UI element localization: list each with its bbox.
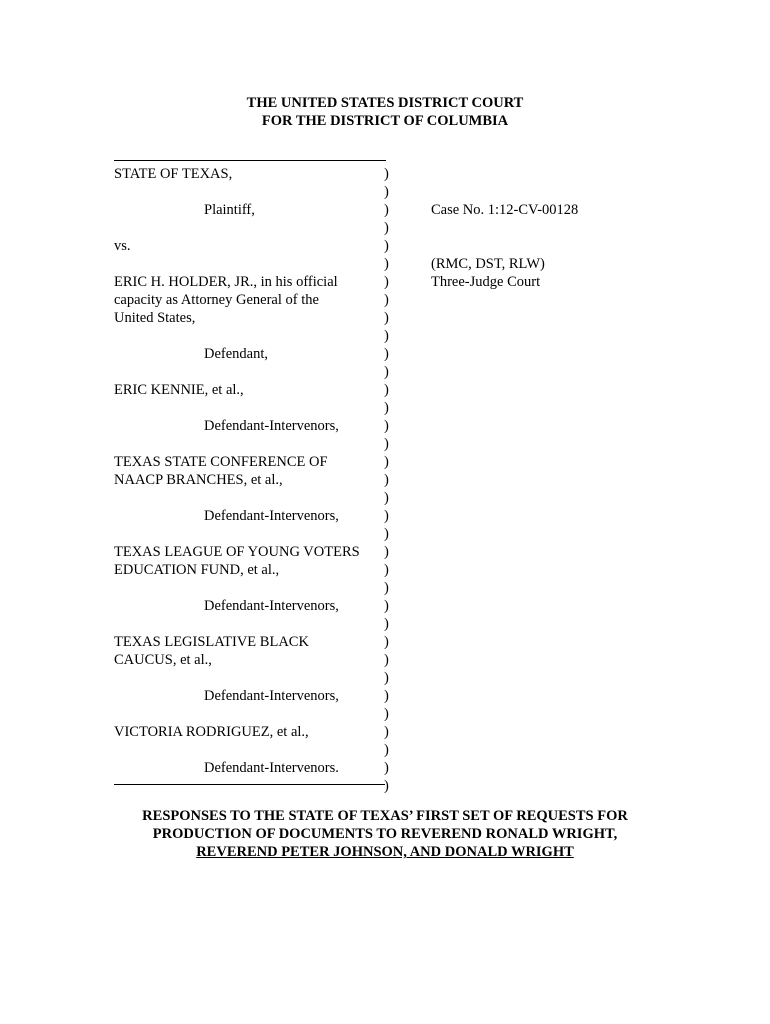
caption-line: Plaintiff, bbox=[204, 202, 255, 218]
caption-paren: ) bbox=[384, 760, 389, 776]
caption-paren: ) bbox=[384, 472, 389, 488]
caption-paren: ) bbox=[384, 670, 389, 686]
caption-paren: ) bbox=[384, 616, 389, 632]
caption-line: Defendant-Intervenors, bbox=[204, 508, 339, 524]
caption-paren: ) bbox=[384, 544, 389, 560]
caption-blank-line bbox=[114, 525, 384, 543]
caption-blank-line bbox=[114, 435, 384, 453]
caption-paren: ) bbox=[384, 418, 389, 434]
caption-paren: ) bbox=[384, 706, 389, 722]
caption-blank-line bbox=[114, 363, 384, 381]
caption-blank-line bbox=[114, 615, 384, 633]
caption-paren: ) bbox=[384, 742, 389, 758]
caption-paren: ) bbox=[384, 184, 389, 200]
caption-paren: ) bbox=[384, 166, 389, 182]
caption-line: CAUCUS, et al., bbox=[114, 652, 212, 668]
caption-paren: ) bbox=[384, 526, 389, 542]
caption-line: ERIC KENNIE, et al., bbox=[114, 382, 244, 398]
caption-blank-line bbox=[114, 741, 384, 759]
caption-blank-line bbox=[114, 327, 384, 345]
caption-paren: ) bbox=[384, 238, 389, 254]
caption-line: Defendant-Intervenors. bbox=[204, 760, 339, 776]
caption-paren: ) bbox=[384, 778, 389, 794]
caption-line: capacity as Attorney General of the bbox=[114, 292, 319, 308]
caption-line: ERIC H. HOLDER, JR., in his official bbox=[114, 274, 338, 290]
caption-paren: ) bbox=[384, 274, 389, 290]
caption-paren: ) bbox=[384, 580, 389, 596]
caption-paren: ) bbox=[384, 202, 389, 218]
caption-paren: ) bbox=[384, 652, 389, 668]
caption-blank-line bbox=[114, 219, 384, 237]
caption-line: vs. bbox=[114, 238, 131, 254]
court-district: FOR THE DISTRICT OF COLUMBIA bbox=[261, 113, 509, 129]
caption-paren: ) bbox=[384, 688, 389, 704]
caption-paren-column bbox=[384, 165, 396, 795]
caption-blank-line bbox=[114, 255, 384, 273]
caption-paren: ) bbox=[384, 328, 389, 344]
caption-paren: ) bbox=[384, 364, 389, 380]
caption-paren: ) bbox=[384, 454, 389, 470]
caption-line: Defendant-Intervenors, bbox=[204, 688, 339, 704]
case-number: Case No. 1:12-CV-00128 bbox=[431, 202, 579, 218]
spacer bbox=[431, 219, 681, 237]
court-heading bbox=[0, 94, 770, 130]
caption-line: TEXAS STATE CONFERENCE OF bbox=[114, 454, 328, 470]
caption-blank-line bbox=[114, 489, 384, 507]
caption-line: STATE OF TEXAS, bbox=[114, 166, 233, 182]
caption-line: Defendant-Intervenors, bbox=[204, 598, 339, 614]
caption-blank-line bbox=[114, 669, 384, 687]
caption-blank-line bbox=[114, 579, 384, 597]
caption-line: TEXAS LEGISLATIVE BLACK bbox=[114, 634, 309, 650]
caption-line: TEXAS LEAGUE OF YOUNG VOTERS bbox=[114, 544, 360, 560]
caption-paren: ) bbox=[384, 382, 389, 398]
caption-bottom-rule bbox=[114, 784, 385, 785]
spacer bbox=[431, 237, 681, 255]
caption-paren: ) bbox=[384, 562, 389, 578]
caption-line: Defendant-Intervenors, bbox=[204, 418, 339, 434]
caption-paren: ) bbox=[384, 598, 389, 614]
caption-paren: ) bbox=[384, 634, 389, 650]
caption-line: NAACP BRANCHES, et al., bbox=[114, 472, 283, 488]
caption-parties bbox=[114, 165, 384, 777]
court-name: THE UNITED STATES DISTRICT COURT bbox=[246, 95, 524, 111]
caption-paren: ) bbox=[384, 508, 389, 524]
caption-line: EDUCATION FUND, et al., bbox=[114, 562, 280, 578]
caption-line: VICTORIA RODRIGUEZ, et al., bbox=[114, 724, 309, 740]
caption-blank-line bbox=[114, 183, 384, 201]
document-title bbox=[0, 807, 770, 861]
caption-paren: ) bbox=[384, 220, 389, 236]
caption-paren: ) bbox=[384, 490, 389, 506]
title-line-2: PRODUCTION OF DOCUMENTS TO REVEREND RONALD WRIGHT, bbox=[152, 826, 618, 842]
caption-blank-line bbox=[114, 705, 384, 723]
caption-paren: ) bbox=[384, 310, 389, 326]
caption-paren: ) bbox=[384, 436, 389, 452]
caption-top-rule bbox=[114, 160, 386, 161]
caption-paren: ) bbox=[384, 724, 389, 740]
judges-initials: (RMC, DST, RLW) bbox=[431, 256, 545, 272]
case-info bbox=[431, 201, 681, 291]
caption-line: Defendant, bbox=[204, 346, 269, 362]
court-type: Three-Judge Court bbox=[431, 274, 541, 290]
title-line-3-text: REVEREND PETER JOHNSON, AND DONALD WRIGHT bbox=[196, 844, 574, 860]
title-line-3 bbox=[0, 843, 770, 861]
caption-line: United States, bbox=[114, 310, 196, 326]
caption-blank-line bbox=[114, 399, 384, 417]
caption-paren: ) bbox=[384, 346, 389, 362]
title-line-1: RESPONSES TO THE STATE OF TEXAS’ FIRST SET OF REQUESTS FOR bbox=[142, 808, 628, 824]
caption-paren: ) bbox=[384, 400, 389, 416]
caption-paren: ) bbox=[384, 256, 389, 272]
caption-paren: ) bbox=[384, 292, 389, 308]
